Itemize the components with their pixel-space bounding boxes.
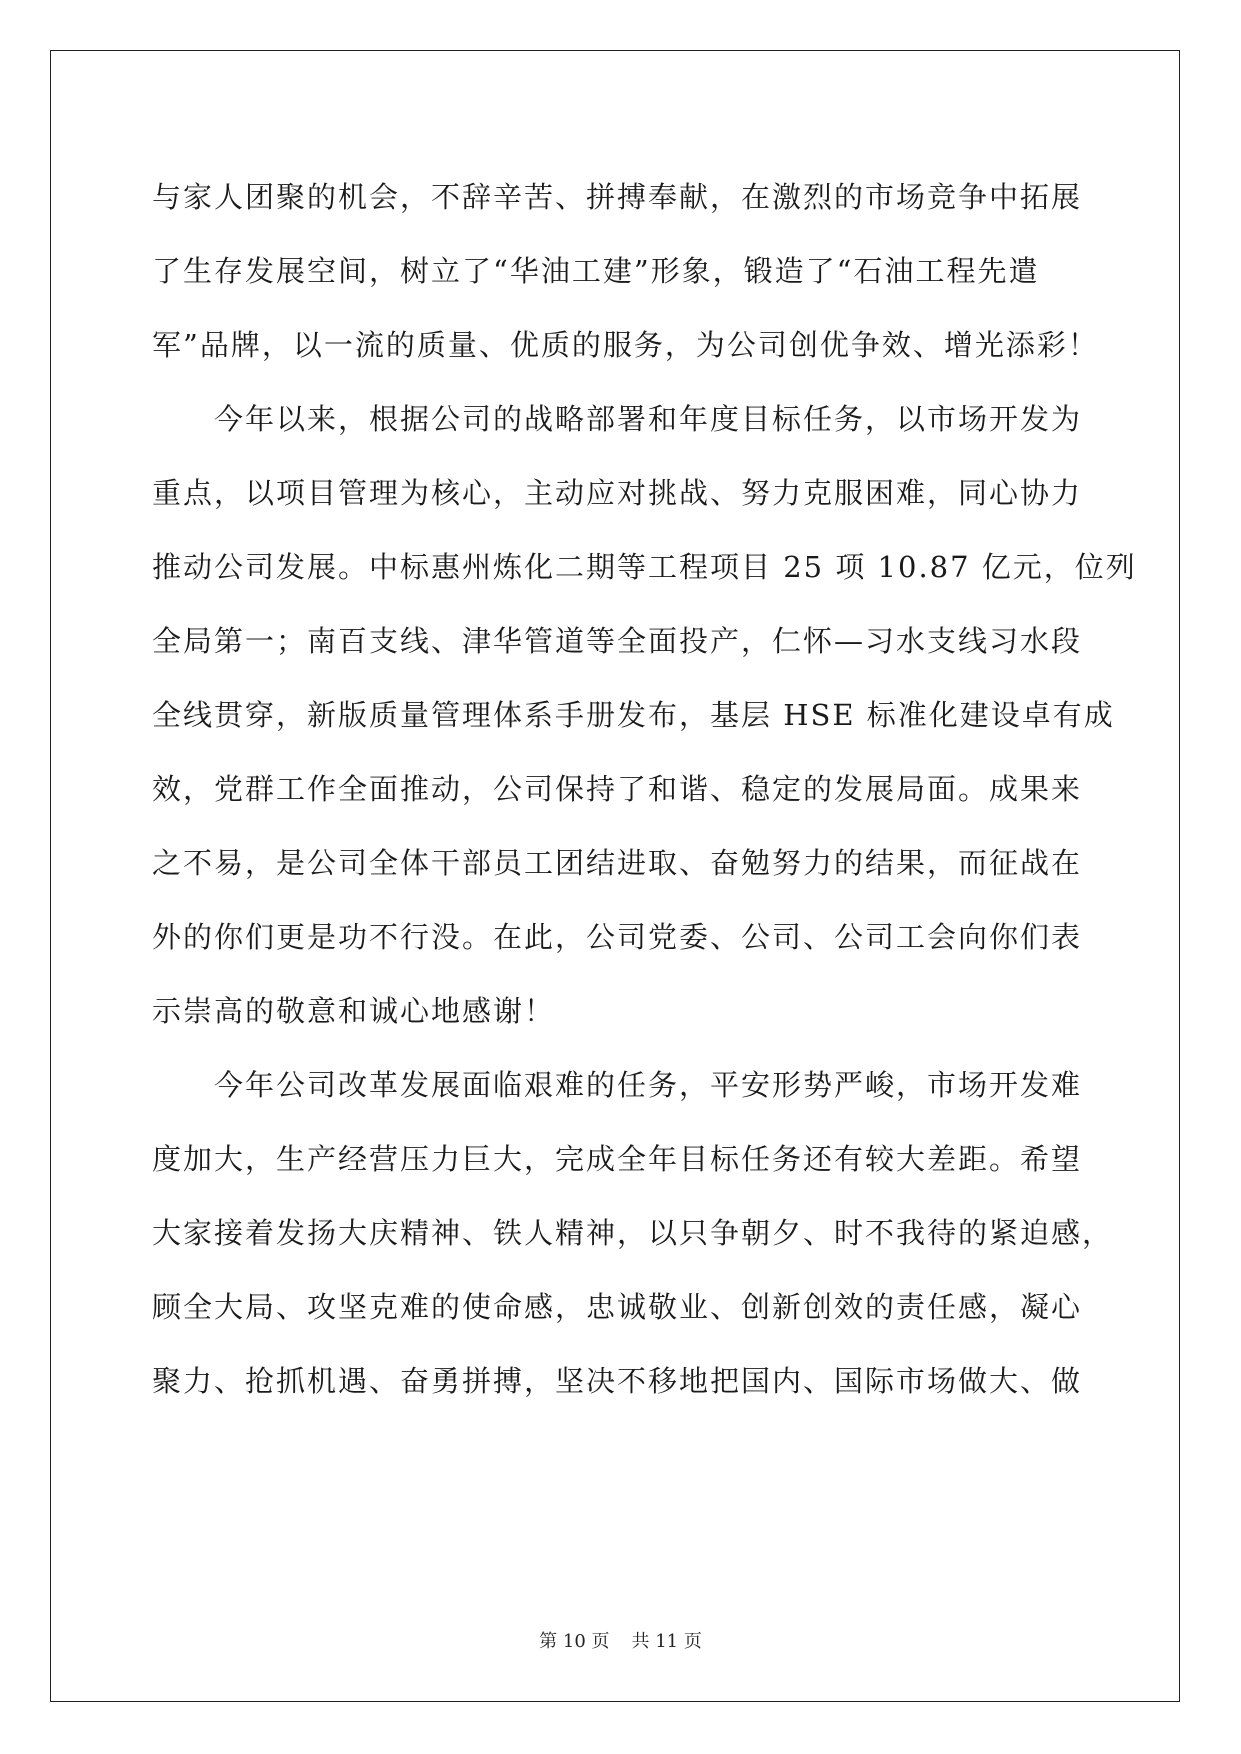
paragraph-start-line: 今年公司改革发展面临艰难的任务，平安形势严峻，市场开发难	[214, 1068, 1083, 1102]
page-number-current: 第 10 页	[539, 1631, 610, 1652]
text-line: 了生存发展空间，树立了“华油工建”形象，锻造了“石油工程先遣	[152, 254, 1040, 288]
text-line: 大家接着发扬大庆精神、铁人精神，以只争朝夕、时不我待的紧迫感，	[152, 1216, 1114, 1250]
text-line: 军”品牌，以一流的质量、优质的服务，为公司创优争效、增光添彩！	[152, 328, 1099, 362]
text-line: 效，党群工作全面推动，公司保持了和谐、稳定的发展局面。成果来	[152, 772, 1083, 806]
text-line: 之不易，是公司全体干部员工团结进取、奋勉努力的结果，而征战在	[152, 846, 1083, 880]
text-line: 度加大，生产经营压力巨大，完成全年目标任务还有较大差距。希望	[152, 1142, 1083, 1176]
page-footer	[0, 1630, 1241, 1654]
text-line: 聚力、抢抓机遇、奋勇拼搏，坚决不移地把国内、国际市场做大、做	[152, 1364, 1083, 1398]
paragraph-start-line: 今年以来，根据公司的战略部署和年度目标任务，以市场开发为	[214, 402, 1083, 436]
text-line: 全线贯穿，新版质量管理体系手册发布，基层 HSE 标准化建设卓有成	[152, 698, 1115, 732]
text-line: 顾全大局、攻坚克难的使命感，忠诚敬业、创新创效的责任感，凝心	[152, 1290, 1083, 1324]
text-line: 推动公司发展。中标惠州炼化二期等工程项目 25 项 10.87 亿元，位列	[152, 550, 1137, 584]
page-number-total: 共 11 页	[631, 1631, 702, 1652]
text-line: 外的你们更是功不行没。在此，公司党委、公司、公司工会向你们表	[152, 920, 1083, 954]
text-line: 与家人团聚的机会，不辞辛苦、拼搏奉献，在激烈的市场竞争中拓展	[152, 180, 1083, 214]
text-line: 示崇高的敬意和诚心地感谢！	[152, 994, 556, 1028]
document-body	[152, 160, 1137, 1418]
text-line: 全局第一；南百支线、津华管道等全面投产，仁怀—习水支线习水段	[152, 624, 1083, 658]
text-line: 重点，以项目管理为核心，主动应对挑战、努力克服困难，同心协力	[152, 476, 1083, 510]
